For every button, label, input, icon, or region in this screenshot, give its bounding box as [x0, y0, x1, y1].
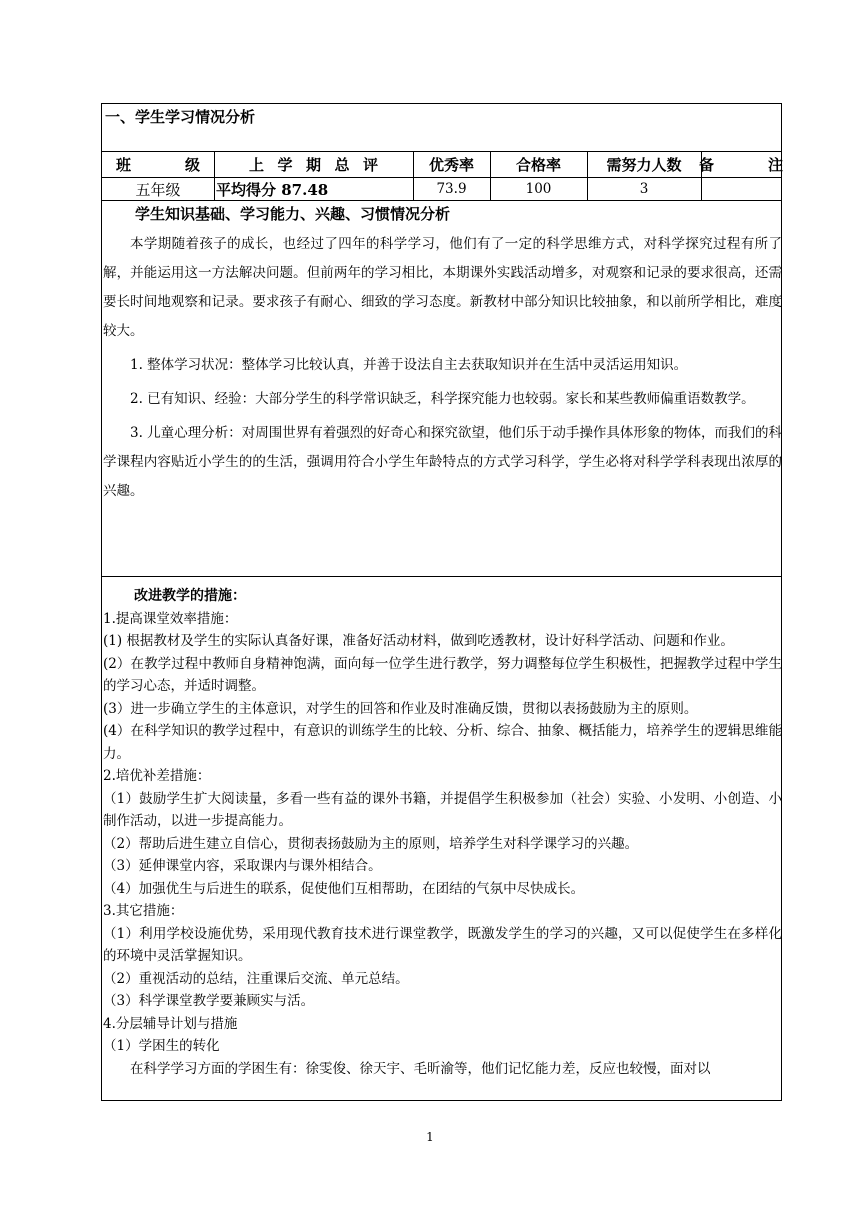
measures-line: 在科学学习方面的学困生有：徐雯俊、徐天宇、毛昕渝等，他们记忆能力差，反应也较慢，面对以 [130, 1060, 711, 1077]
analysis-paragraph: 3. 儿童心理分析：对周围世界有着强烈的好奇心和探究欲望，他们乐于动手操作具体形象的物体，而我们的科学课程内容贴近小学生的的生活，强调用符合小学生年龄特点的方式学习科学，学生必将对科学学科表现出浓厚的兴趣。 [103, 425, 782, 499]
measures-line: （4）加强优生与后进生的联系，促使他们互相帮助，在团结的气氛中尽快成长。 [103, 880, 585, 897]
analysis-heading: 学生知识基础、学习能力、兴趣、习惯情况分析 [135, 205, 451, 223]
analysis-body [103, 230, 782, 506]
analysis-paragraph: 1. 整体学习状况：整体学习比较认真，并善于设法自主去获取知识并在生活中灵活运用知识。 [130, 357, 688, 373]
measures-line: (3）进一步确立学生的主体意识，对学生的回答和作业及时准确反馈，贯彻以表扬鼓励为主的原则。 [103, 700, 698, 717]
measures-line: (4）在科学知识的教学过程中，有意识的训练学生的比较、分析、综合、抽象、概括能力，培养学生的逻辑思维能力。 [103, 723, 782, 762]
plan-table [101, 103, 803, 1101]
section-title: 一、学生学习情况分析 [105, 108, 256, 126]
header-excellent-rate: 优秀率 [428, 156, 474, 174]
analysis-paragraph: 2. 已有知识、经验：大部分学生的科学常识缺乏，科学探究能力也较弱。家长和某些教师偏重语数教学。 [130, 391, 755, 407]
header-remarks: 备 注 [699, 156, 803, 174]
measures-line: （3）延伸课堂内容，采取课内与课外相结合。 [103, 858, 382, 874]
header-class: 班 级 [116, 156, 220, 174]
measures-line: 3.其它措施： [103, 903, 184, 919]
page-number: 1 [426, 1130, 434, 1144]
table-header-row [102, 152, 803, 177]
measures-heading: 改进教学的措施： [134, 588, 246, 604]
cell-needs-effort: 3 [639, 181, 649, 197]
measures-body [103, 585, 782, 1080]
measures-line: （2）帮助后进生建立自信心，贯彻表扬鼓励为主的原则，培养学生对科学课学习的兴趣。 [103, 835, 639, 852]
cell-summary: 平均得分 87.48 [216, 180, 329, 199]
header-summary: 上学期总评 [248, 156, 392, 174]
cell-class: 五年级 [135, 180, 181, 199]
measures-line: 4.分层辅导计划与措施 [103, 1015, 238, 1032]
measures-line: （2）重视活动的总结，注重课后交流、单元总结。 [103, 970, 409, 987]
measures-line: （3）科学课堂教学要兼顾实与活。 [103, 993, 315, 1009]
measures-line: 2.培优补差措施： [103, 768, 211, 784]
table-row [102, 178, 781, 200]
measures-line: （1）鼓励学生扩大阅读量，多看一些有益的课外书籍，并提倡学生积极参加（社会）实验、小发明、小创造、小制作活动，以进一步提高能力。 [103, 790, 782, 829]
measures-line: 1.提高课堂效率措施： [103, 610, 238, 627]
cell-excellent-rate: 73.9 [436, 181, 467, 197]
cell-remarks [701, 178, 781, 200]
divider [102, 200, 781, 201]
header-needs-effort: 需努力人数 [606, 156, 682, 174]
cell-pass-rate: 100 [525, 181, 552, 197]
measures-line: （1）学困生的转化 [103, 1038, 220, 1054]
analysis-paragraph: 本学期随着孩子的成长，也经过了四年的科学学习，他们有了一定的科学思维方式，对科学探究过程有所了解，并能运用这一方法解决问题。但前两年的学习相比，本期课外实践活动增多，对观察和记录的要求很高，还需要长时间地观察和记录。要求孩子有耐心、细致的学习态度。新教材中部分知识比较抽象，和以前所学相比，难度较大。 [103, 236, 782, 339]
measures-line: (1) 根据教材及学生的实际认真备好课，准备好活动材料，做到吃透教材，设计好科学活动、问题和作业。 [103, 633, 734, 649]
measures-line: （1）利用学校设施优势，采用现代教育技术进行课堂教学，既激发学生的学习的兴趣，又可以促使学生在多样化的环境中灵活掌握知识。 [103, 925, 782, 964]
divider [102, 576, 781, 577]
header-pass-rate: 合格率 [515, 156, 561, 174]
measures-line: (2）在教学过程中教师自身精神饱满，面向每一位学生进行教学，努力调整每位学生积极性，把握教学过程中学生的学习心态，并适时调整。 [103, 655, 782, 694]
